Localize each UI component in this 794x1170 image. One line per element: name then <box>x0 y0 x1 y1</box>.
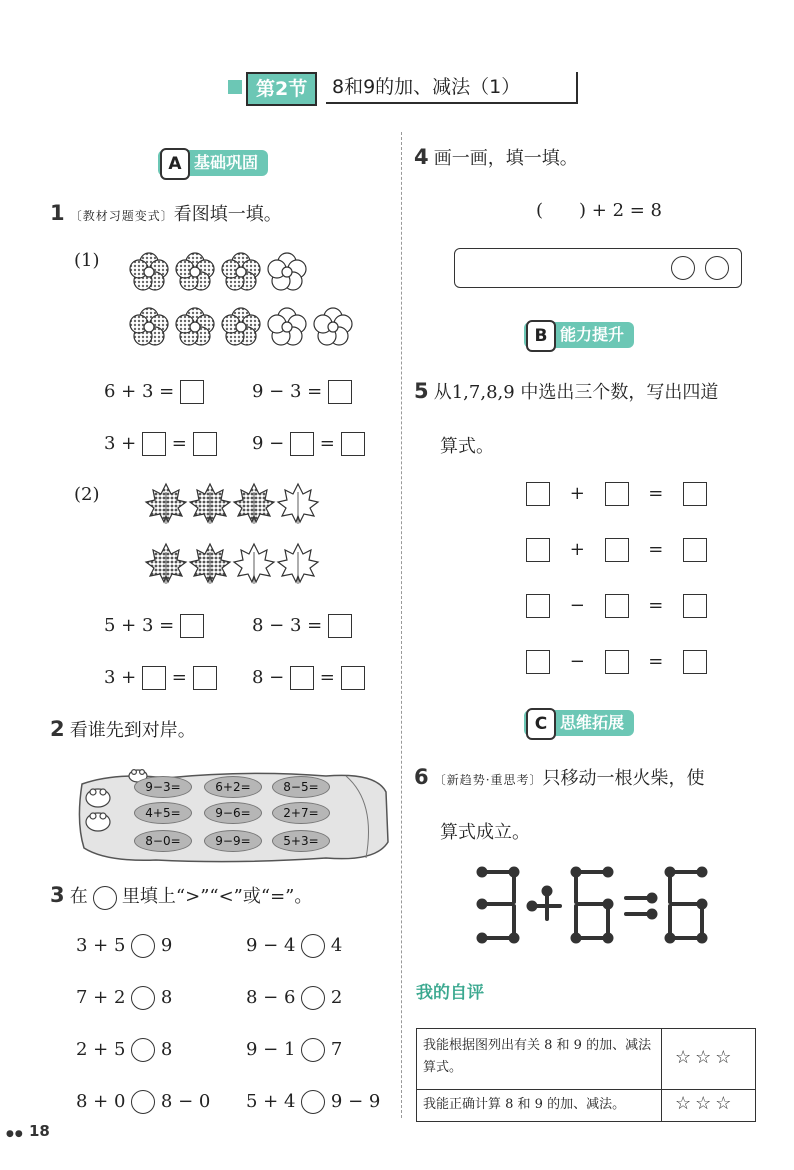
matchstick-plus <box>529 888 561 920</box>
compare-item-7 <box>76 1090 210 1114</box>
stone-1: 9−3= <box>134 776 192 798</box>
part-1-label: (1) <box>74 250 100 271</box>
flower-illustration <box>125 245 365 355</box>
question-5-prompt-line2: 算式。 <box>440 436 494 457</box>
answer-box[interactable] <box>683 482 707 506</box>
question-6-prompt-line2: 算式成立。 <box>440 822 530 843</box>
part-2-label: (2) <box>74 484 100 505</box>
question-1-prompt: 看图填一填。 <box>173 204 282 225</box>
question-5-prompt-line1: 从1,7,8,9 中选出三个数，写出四道 <box>433 382 719 403</box>
compare-circle[interactable] <box>301 934 325 958</box>
equation-text: 3 + <box>104 667 137 688</box>
star-rating[interactable]: ☆☆☆ <box>675 1093 736 1114</box>
part-1-eq-row-2b <box>252 432 365 456</box>
answer-box[interactable] <box>605 594 629 618</box>
compare-circle[interactable] <box>301 986 325 1010</box>
stone-6: 2+7= <box>272 802 330 824</box>
answer-box[interactable] <box>142 432 166 456</box>
answer-box[interactable] <box>290 432 314 456</box>
stone-3: 8−5= <box>272 776 330 798</box>
question-4-equation: ( ) + 2 = 8 <box>536 200 662 221</box>
compare-left: 5 + 4 <box>246 1091 296 1112</box>
q5-row-2 <box>526 538 707 562</box>
section-c-banner <box>524 710 634 736</box>
compare-right: 8 − 0 <box>160 1091 211 1112</box>
equals-sign: = <box>648 483 664 504</box>
self-eval-row-1-text: 我能根据图列出有关 8 和 9 的加、减法算式。 <box>423 1038 652 1075</box>
section-a-label: 基础巩固 <box>194 153 259 172</box>
compare-right: 4 <box>330 935 343 956</box>
question-1-number: 1 <box>50 201 65 225</box>
answer-box[interactable] <box>683 594 707 618</box>
q5-row-3 <box>526 594 707 618</box>
stone-9: 5+3= <box>272 830 330 852</box>
equation-text: = <box>319 433 335 454</box>
section-b-banner <box>524 322 634 348</box>
question-6 <box>414 764 705 790</box>
compare-circle[interactable] <box>131 1038 155 1062</box>
compare-item-1 <box>76 934 172 958</box>
question-5 <box>414 378 718 404</box>
compare-item-3 <box>76 986 172 1010</box>
page-number <box>6 1122 50 1140</box>
question-1-tag: 〔教材习题变式〕 <box>69 209 174 223</box>
equation-text: 9 − <box>252 433 285 454</box>
answer-box[interactable] <box>683 538 707 562</box>
compare-circle[interactable] <box>131 934 155 958</box>
part-2-eq-row-1 <box>104 614 204 638</box>
compare-right: 8 <box>160 987 173 1008</box>
part-2-eq-row-2 <box>104 666 217 690</box>
stone-4: 4+5= <box>134 802 192 824</box>
answer-box[interactable] <box>683 650 707 674</box>
compare-left: 9 − 1 <box>246 1039 296 1060</box>
part-1-eq-row-2 <box>104 432 217 456</box>
section-b-letter: B <box>526 320 556 352</box>
question-4-number: 4 <box>414 145 429 169</box>
equation-text: 9 − 3 = <box>252 381 323 402</box>
stone-7: 8−0= <box>134 830 192 852</box>
equation-text: = <box>319 667 335 688</box>
matchstick-digit <box>573 869 612 942</box>
answer-box[interactable] <box>290 666 314 690</box>
answer-box[interactable] <box>193 432 217 456</box>
operator: + <box>569 483 585 504</box>
question-3-number: 3 <box>50 883 65 907</box>
compare-right: 8 <box>160 1039 173 1060</box>
compare-circle[interactable] <box>301 1038 325 1062</box>
compare-item-8 <box>246 1090 380 1114</box>
equals-sign: = <box>648 651 664 672</box>
question-3 <box>50 882 312 910</box>
stone-8: 9−9= <box>204 830 262 852</box>
header-stripe <box>228 80 242 94</box>
equation-text: 5 + 3 = <box>104 615 175 636</box>
compare-left: 7 + 2 <box>76 987 126 1008</box>
circle-icon <box>93 886 117 910</box>
question-4-prompt: 画一画，填一填。 <box>433 148 578 169</box>
matchstick-equals <box>626 895 656 918</box>
equation-text: 8 − 3 = <box>252 615 323 636</box>
self-eval-row-2-text: 我能正确计算 8 和 9 的加、减法。 <box>423 1097 626 1112</box>
question-2-number: 2 <box>50 717 65 741</box>
section-a-letter: A <box>160 148 190 180</box>
self-eval-title: 我的自评 <box>416 983 484 1003</box>
compare-right: 2 <box>330 987 343 1008</box>
question-5-number: 5 <box>414 379 429 403</box>
compare-left: 3 + 5 <box>76 935 126 956</box>
page-dots: ●● <box>6 1129 24 1139</box>
compare-left: 9 − 4 <box>246 935 296 956</box>
question-3-prompt-post: 里填上“>”“<”或“=”。 <box>121 886 313 907</box>
q5-row-4 <box>526 650 707 674</box>
page-number-text: 18 <box>28 1122 50 1140</box>
part-1-eq-row-1 <box>104 380 204 404</box>
river-illustration <box>76 762 390 866</box>
answer-box[interactable] <box>605 538 629 562</box>
question-6-tag: 〔新趋势·重思考〕 <box>433 773 543 787</box>
question-6-prompt-line1: 只移动一根火柴，使 <box>542 768 705 789</box>
compare-right: 9 <box>160 935 173 956</box>
section-a-banner <box>158 150 268 176</box>
answer-box[interactable] <box>328 380 352 404</box>
matchstick-digit <box>667 869 706 942</box>
circle-icon <box>705 256 729 280</box>
self-eval-table <box>416 1028 756 1122</box>
self-eval-row-1 <box>417 1029 755 1090</box>
compare-circle[interactable] <box>301 1090 325 1114</box>
answer-box[interactable] <box>341 666 365 690</box>
answer-box[interactable] <box>526 482 550 506</box>
compare-circle[interactable] <box>131 986 155 1010</box>
compare-circle[interactable] <box>131 1090 155 1114</box>
column-divider <box>401 132 402 1118</box>
answer-box[interactable] <box>328 614 352 638</box>
stone-2: 6+2= <box>204 776 262 798</box>
question-1 <box>50 200 390 226</box>
compare-item-6 <box>246 1038 342 1062</box>
question-3-prompt-pre: 在 <box>69 886 88 907</box>
answer-box[interactable] <box>605 650 629 674</box>
section-b-label: 能力提升 <box>560 325 625 344</box>
equation-text: 8 − <box>252 667 285 688</box>
star-rating[interactable]: ☆☆☆ <box>675 1047 736 1068</box>
equation-text: = <box>171 667 187 688</box>
matchstick-equation <box>476 866 726 946</box>
stone-5: 9−6= <box>204 802 262 824</box>
section-c-label: 思维拓展 <box>560 713 625 732</box>
chapter-header <box>228 72 574 104</box>
equation-text: 6 + 3 = <box>104 381 175 402</box>
equation-text: 3 + <box>104 433 137 454</box>
q5-row-1 <box>526 482 707 506</box>
answer-box[interactable] <box>605 482 629 506</box>
compare-left: 8 − 6 <box>246 987 296 1008</box>
compare-right: 7 <box>330 1039 343 1060</box>
drawing-area[interactable] <box>454 248 742 288</box>
part-2-eq-row-2b <box>252 666 365 690</box>
compare-left: 8 + 0 <box>76 1091 126 1112</box>
equation-text: = <box>171 433 187 454</box>
question-2-prompt: 看谁先到对岸。 <box>69 720 196 741</box>
equals-sign: = <box>648 595 664 616</box>
question-4 <box>414 144 578 170</box>
page-title: 8和9的加、减法（1） <box>326 72 578 104</box>
compare-item-4 <box>246 986 342 1010</box>
circle-icon <box>671 256 695 280</box>
answer-box[interactable] <box>180 614 204 638</box>
equals-sign: = <box>648 539 664 560</box>
question-2 <box>50 716 196 742</box>
compare-left: 2 + 5 <box>76 1039 126 1060</box>
section-c-letter: C <box>526 708 556 740</box>
operator: + <box>569 539 585 560</box>
compare-item-5 <box>76 1038 172 1062</box>
compare-right: 9 − 9 <box>330 1091 381 1112</box>
matchstick-digit <box>479 869 518 942</box>
self-eval-row-2 <box>417 1089 755 1121</box>
part-2-eq-row-1b <box>252 614 352 638</box>
answer-box[interactable] <box>341 432 365 456</box>
part-1-eq-row-1b <box>252 380 352 404</box>
answer-box[interactable] <box>526 650 550 674</box>
question-6-number: 6 <box>414 765 429 789</box>
operator: − <box>569 651 585 672</box>
leaf-illustration <box>142 478 332 590</box>
operator: − <box>569 595 585 616</box>
answer-box[interactable] <box>180 380 204 404</box>
compare-item-2 <box>246 934 342 958</box>
answer-box[interactable] <box>193 666 217 690</box>
answer-box[interactable] <box>526 594 550 618</box>
answer-box[interactable] <box>142 666 166 690</box>
section-number-badge: 第2节 <box>246 72 317 106</box>
answer-box[interactable] <box>526 538 550 562</box>
